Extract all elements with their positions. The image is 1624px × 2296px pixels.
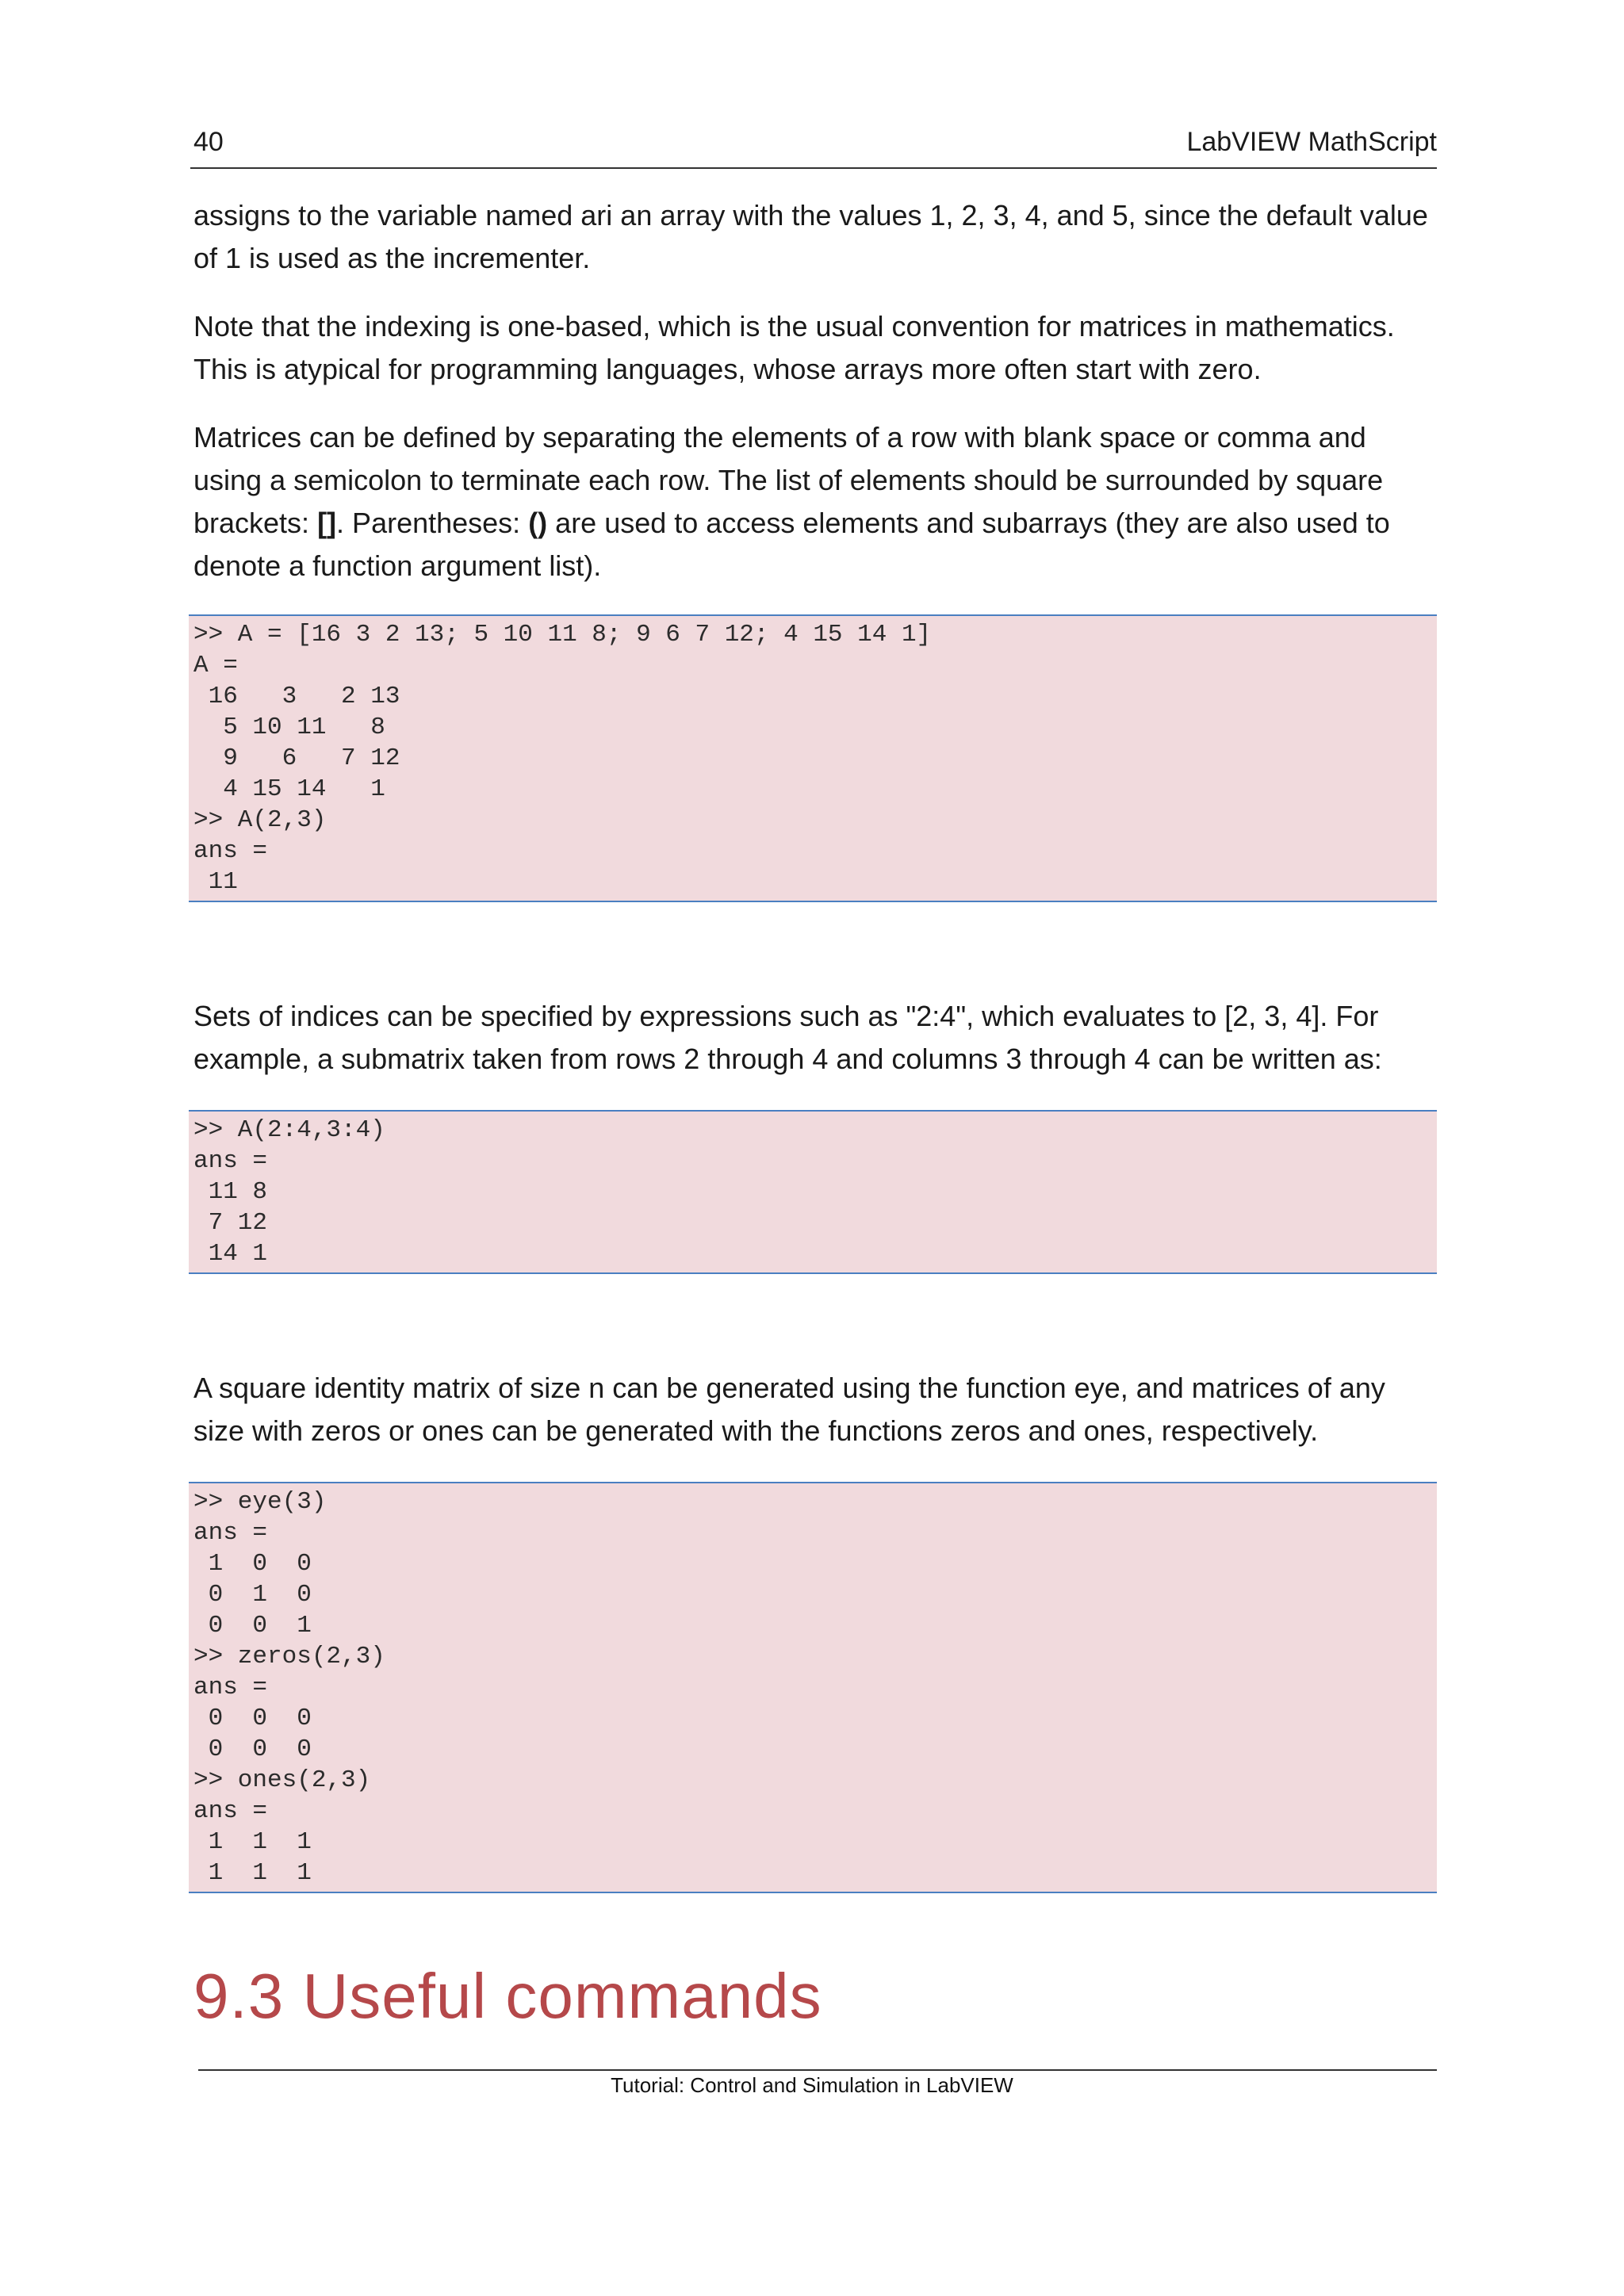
paragraph-matrices-part2: . Parentheses: xyxy=(336,507,529,539)
code-line: >> A(2:4,3:4) xyxy=(193,1116,385,1144)
code-line: 1 0 0 xyxy=(193,1550,312,1578)
header-divider xyxy=(190,167,1437,169)
code-line: ans = xyxy=(193,1797,268,1825)
code-line: >> ones(2,3) xyxy=(193,1766,371,1794)
code-block-submatrix xyxy=(189,1110,1437,1274)
paragraph-index-sets: Sets of indices can be specified by expressions such as "2:4", which evaluates to [2, 3, 4]. For example, a submatrix taken from rows 2 through 4 and columns 3 through 4 can be written as: xyxy=(193,1000,1382,1075)
code-line: ans = xyxy=(193,1674,268,1701)
code-line: ans = xyxy=(193,1519,268,1547)
paragraph-matrices-part3: are used to access elements and subarrays (they are also used to denote a function argument list). xyxy=(193,507,1390,582)
code-line: ans = xyxy=(193,837,268,865)
page-header xyxy=(193,123,1437,161)
paragraph-incrementer: assigns to the variable named ari an array with the values 1, 2, 3, 4, and 5, since the default value of 1 is used as the incrementer. xyxy=(193,199,1428,274)
code-line: 4 15 14 1 xyxy=(193,775,385,803)
parentheses-symbol: () xyxy=(528,507,548,539)
running-title: LabVIEW MathScript xyxy=(1186,127,1437,157)
paragraph-matrices-part1: Matrices can be defined by separating the elements of a row with blank space or comma and using a semicolon to terminate each row. The list of elements should be surrounded by square brackets: xyxy=(193,421,1384,539)
code-line: A = xyxy=(193,652,238,679)
code-line: >> zeros(2,3) xyxy=(193,1643,385,1670)
code-line: 11 xyxy=(193,868,238,896)
square-brackets-symbol: [] xyxy=(317,507,337,539)
code-line: >> A = [16 3 2 13; 5 10 11 8; 9 6 7 12; 4 15 14 1] xyxy=(193,621,932,649)
code-line: 14 1 xyxy=(193,1240,268,1268)
page-number: 40 xyxy=(193,127,224,157)
paragraph-identity-matrix: A square identity matrix of size n can be generated using the function eye, and matrices of any size with zeros or ones can be generated with the functions zeros and ones, respectively. xyxy=(193,1372,1385,1447)
code-line: 0 1 0 xyxy=(193,1581,312,1609)
code-block-eye-zeros-ones xyxy=(189,1482,1437,1893)
section-heading: 9.3 Useful commands xyxy=(193,1961,822,2031)
code-line: ans = xyxy=(193,1147,268,1175)
code-line: 5 10 11 8 xyxy=(193,714,385,741)
code-line: 1 1 1 xyxy=(193,1859,312,1887)
code-line: 0 0 0 xyxy=(193,1705,312,1732)
code-line: 11 8 xyxy=(193,1178,268,1206)
paragraph-matrices xyxy=(193,416,1437,587)
code-line: 0 0 0 xyxy=(193,1735,312,1763)
paragraph-indexing: Note that the indexing is one-based, which is the usual convention for matrices in mathematics. This is atypical for programming languages, whose arrays more often start with zero. xyxy=(193,310,1395,385)
code-line: 16 3 2 13 xyxy=(193,683,400,710)
code-line: >> A(2,3) xyxy=(193,806,327,834)
code-line: >> eye(3) xyxy=(193,1488,327,1516)
page-footer: Tutorial: Control and Simulation in LabVIEW xyxy=(611,2073,1013,2097)
code-line: 9 6 7 12 xyxy=(193,744,400,772)
code-block-matrix-definition xyxy=(189,614,1437,902)
code-line: 0 0 1 xyxy=(193,1612,312,1640)
code-line: 1 1 1 xyxy=(193,1828,312,1856)
code-line: 7 12 xyxy=(193,1209,268,1237)
